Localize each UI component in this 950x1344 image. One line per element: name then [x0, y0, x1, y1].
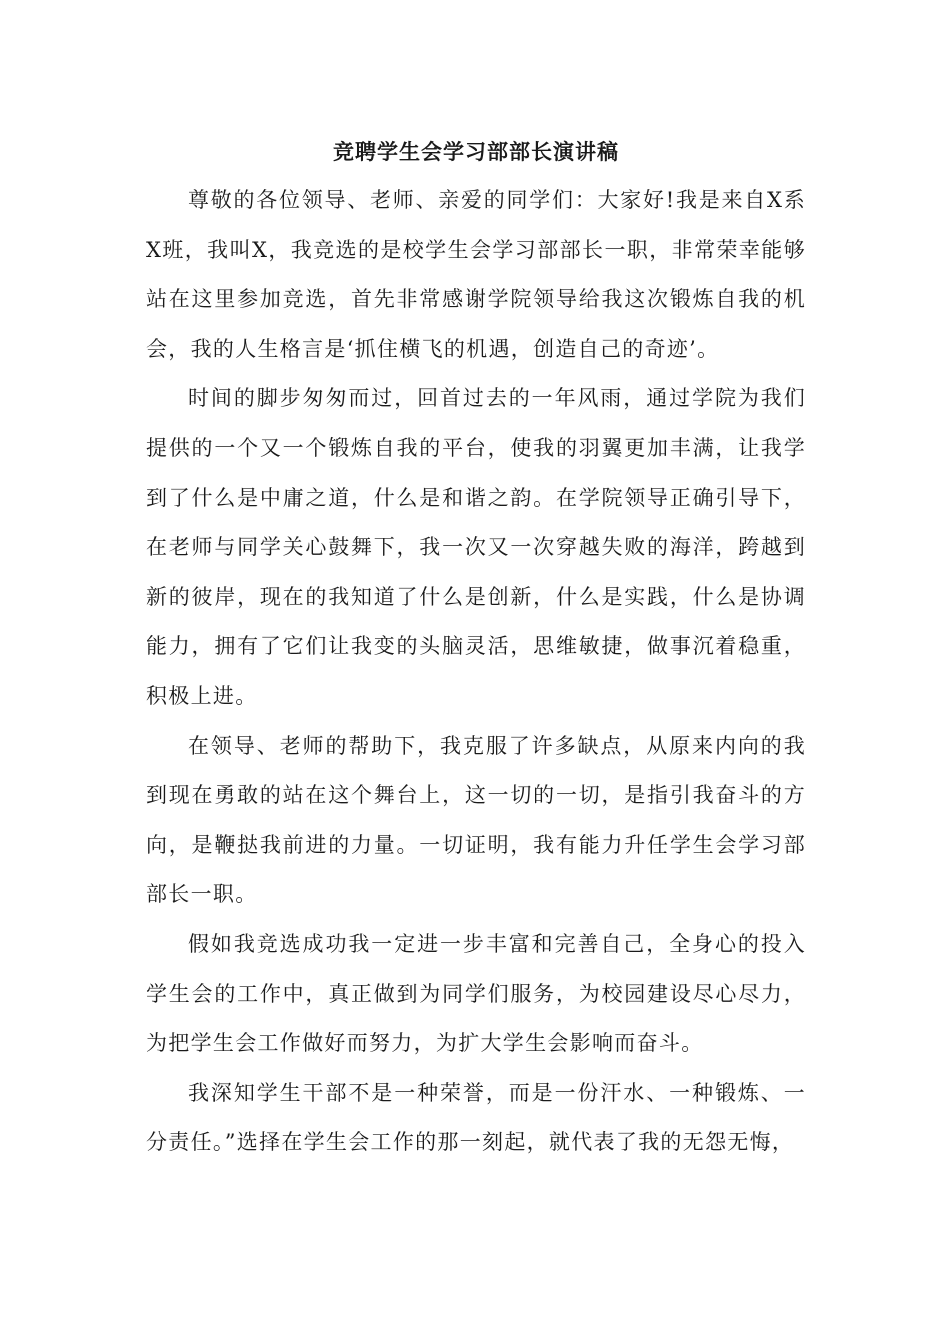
paragraph-responsibility: 我深知学生干部不是一种荣誉，而是一份汗水、一种锻炼、一分责任。”选择在学生会工作的那一刻起，就代表了我的无怨无悔， — [146, 1080, 806, 1155]
paragraph-commitment: 假如我竞选成功我一定进一步丰富和完善自己，全身心的投入学生会的工作中，真正做到为同学们服务，为校园建设尽心尽力，为把学生会工作做好而努力，为扩大学生会影响而奋斗。 — [146, 931, 806, 1056]
document-body — [146, 128, 806, 1168]
paragraph-greeting: 尊敬的各位领导、老师、亲爱的同学们：大家好!我是来自X系X班，我叫X，我竞选的是校学生会学习部部长一职，非常荣幸能够站在这里参加竞选，首先非常感谢学院领导给我这次锻炼自我的机会，我的人生格言是‘抓住横飞的机遇，创造自己的奇迹’。 — [146, 188, 806, 361]
document-title: 竞聘学生会学习部部长演讲稿 — [333, 139, 619, 164]
paragraph-growth: 在领导、老师的帮助下，我克服了许多缺点，从原来内向的我到现在勇敢的站在这个舞台上，这一切的一切，是指引我奋斗的方向，是鞭挞我前进的力量。一切证明，我有能力升任学生会学习部部长一职。 — [146, 733, 806, 907]
paragraph-experience: 时间的脚步匆匆而过，回首过去的一年风雨，通过学院为我们提供的一个又一个锻炼自我的平台，使我的羽翼更加丰满，让我学到了什么是中庸之道，什么是和谐之韵。在学院领导正确引导下，在老师与同学关心鼓舞下，我一次又一次穿越失败的海洋，跨越到新的彼岸，现在的我知道了什么是创新，什么是实践，什么是协调能力，拥有了它们让我变的头脑灵活，思维敏捷，做事沉着稳重，积极上进。 — [146, 386, 806, 708]
